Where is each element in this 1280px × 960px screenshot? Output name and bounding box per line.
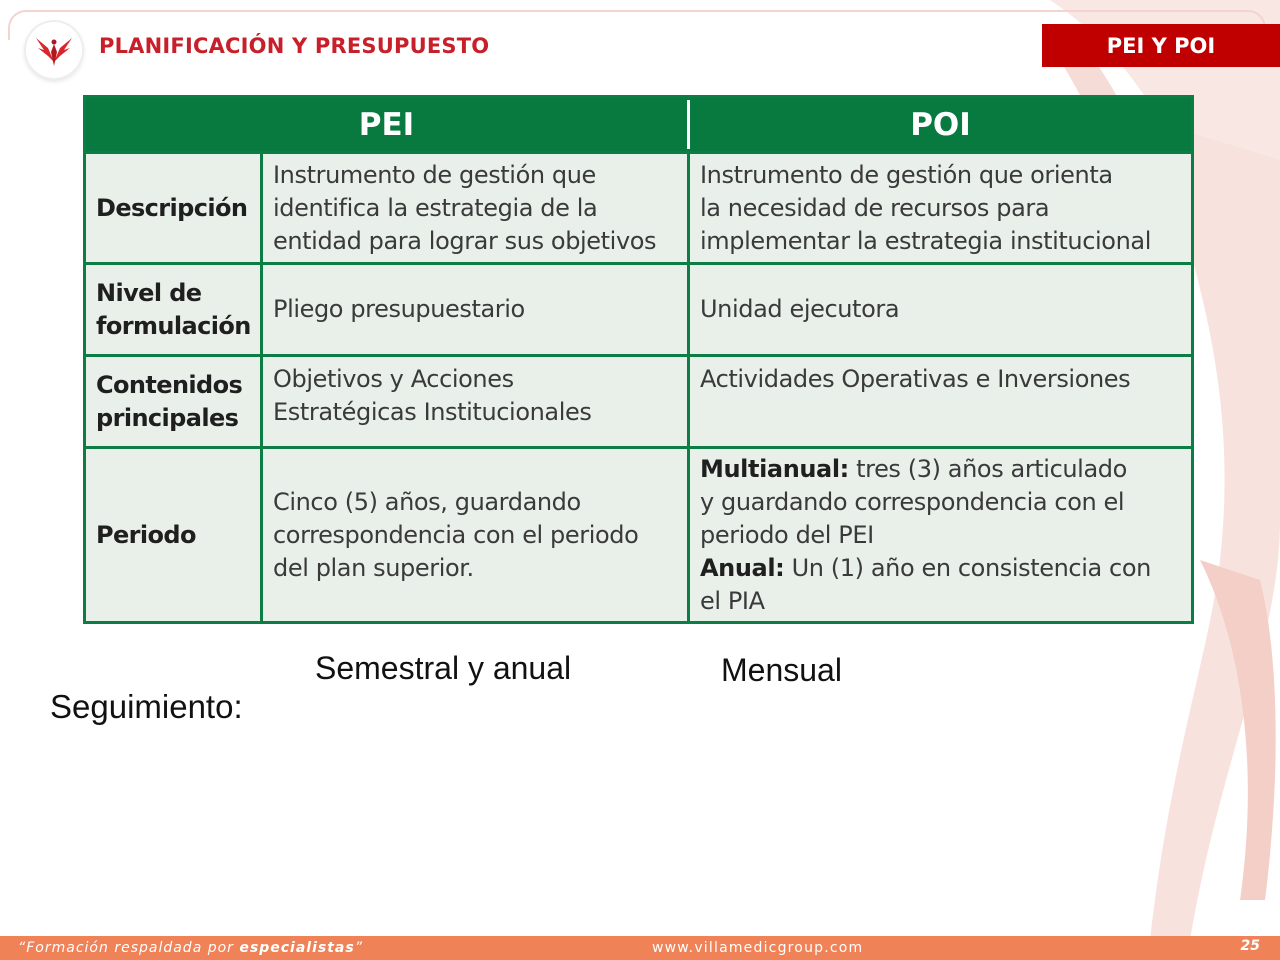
cell-line: Unidad ejecutora [700,295,900,323]
pei-cell [263,357,687,446]
tagline-close: ” [354,940,363,956]
anual-label: Anual: [700,553,785,582]
tagline-strong: especialistas [239,940,355,956]
cell-line: Actividades Operativas e Inversiones [700,365,1131,393]
row-label-text: formulación [96,311,251,340]
row-label-text: Contenidos [96,370,243,399]
table-row [86,262,1191,354]
column-header-poi: POI [910,106,971,143]
page-title: PLANIFICACIÓN Y PRESUPUESTO [99,34,490,58]
row-label-text: principales [96,403,239,432]
table-header [86,98,1191,151]
seguimiento-poi: Mensual [721,652,842,688]
table-row [86,151,1191,262]
poi-cell [690,357,1191,446]
comparison-table [83,95,1194,624]
cell-line: implementar la estrategia institucional [700,226,1151,255]
row-label-text: Descripción [96,193,248,222]
anual-text: Un (1) año en consistencia con [784,553,1151,582]
cell-line [700,552,1191,585]
pei-cell [263,265,687,354]
cell-line: Instrumento de gestión que orienta [700,160,1113,189]
poi-cell [690,265,1191,354]
multianual-text: tres (3) años articulado [848,454,1127,483]
pei-cell [263,449,687,621]
seguimiento-label: Seguimiento: [50,688,243,725]
cell-line: Instrumento de gestión que [273,160,596,189]
column-header-pei: PEI [358,106,415,143]
cell-line: Objetivos y Acciones [273,365,514,393]
row-label [86,357,260,446]
row-label [86,449,260,621]
footer-website: www.villamedicgroup.com [652,940,864,956]
cell-line: Pliego presupuestario [273,295,525,323]
table-row [86,446,1191,621]
cell-line: el PIA [700,586,765,615]
cell-line: Cinco (5) años, guardando [273,487,581,516]
row-label-text: Periodo [96,520,196,549]
table-row [86,354,1191,446]
cell-line: correspondencia con el periodo [273,520,639,549]
cell-line: identifica la estrategia de la [273,193,598,222]
section-badge: PEI Y POI [1042,24,1280,67]
seguimiento-pei: Semestral y anual [315,650,572,686]
pei-cell [263,154,687,262]
cell-line: y guardando correspondencia con el [700,487,1125,516]
row-label [86,154,260,262]
page-number: 25 [1240,938,1260,954]
cell-line: entidad para lograr sus objetivos [273,226,657,255]
poi-cell [690,449,1191,621]
cell-line: la necesidad de recursos para [700,193,1050,222]
row-label [86,265,260,354]
multianual-label: Multianual: [700,454,849,483]
logo [26,22,82,78]
cell-line: Estratégicas Institucionales [273,398,592,426]
cell-line: periodo del PEI [700,520,874,549]
tagline-open: “Formación respaldada por [18,940,240,956]
row-label-text: Nivel de [96,278,202,307]
footer-tagline [18,940,363,956]
column-divider [260,151,263,621]
phoenix-logo-icon [34,32,74,68]
poi-cell [690,154,1191,262]
column-divider [687,151,690,621]
cell-line: del plan superior. [273,553,474,582]
cell-line [700,453,1191,486]
